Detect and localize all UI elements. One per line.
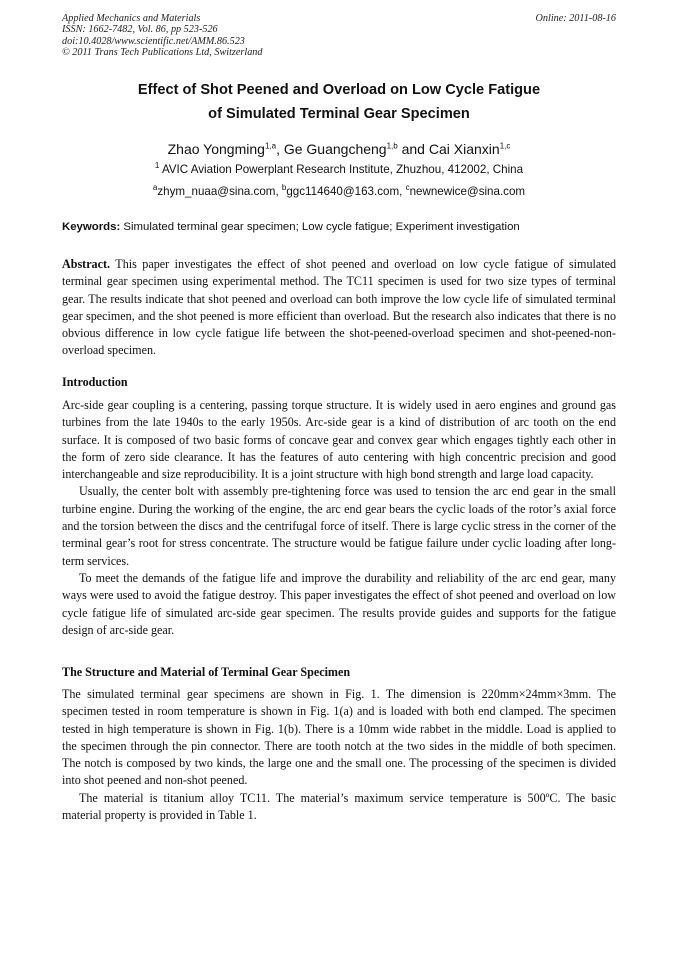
paragraph: Usually, the center bolt with assembly pre-tightening force was used to tension the arc end gear in the small turbine engine. During the working of the engine, the arc end gear bears the cyclic loads of the rotor’s axial force and the torsion between the discs and the centrifugal force of itself. There is large cyclic stress in the corner of the terminal gear’s root for stress concentrate. The structure would be fatigue failure under cyclic loading after long-term services. (62, 484, 616, 568)
paragraph: To meet the demands of the fatigue life and improve the durability and reliability of the arc end gear, many ways were used to avoid the fatigue destroy. This paper investigates the effect of shot peened and overload on low cycle fatigue life of simulated arc-side gear specimen. The results provide guides and supports for the fatigue design of arc-side gear. (62, 570, 616, 637)
author-superscript: 1,a (264, 141, 277, 151)
journal-copyright: © 2011 Trans Tech Publications Ltd, Switzerland (62, 47, 263, 59)
affiliation-superscript: 1 (154, 161, 160, 171)
author-name: Ge Guangcheng (283, 141, 387, 157)
email-address: zhym_nuaa@sina.com, (157, 185, 282, 198)
abstract (62, 256, 616, 360)
paragraph: Arc-side gear coupling is a centering, passing torque structure. It is widely used in aero engines and ground gas turbines from the late 1940s to the early 1950s. Arc-side gear is a kind of distribution of arc tooth on the end surface. It is composed of two basic forms of concave gear and convex gear which engages tightly each other in the form of zero side clearance. It has the features of auto centering with high concentric precision and good interchangeable and size reproducibility. It is a joint structure with high bond strength and large load capacity. (62, 398, 616, 482)
author-separator: , (276, 141, 284, 157)
paper-title-line2: of Simulated Terminal Gear Specimen (208, 106, 470, 122)
online-date: Online: 2011-08-16 (535, 13, 616, 24)
author-superscript: 1,c (499, 141, 511, 151)
introduction-body (62, 397, 616, 639)
keywords-label: Keywords: (62, 221, 121, 233)
paragraph: The material is titanium alloy TC11. The material’s maximum service temperature is 500ºC. The basic material property is provided in Table 1. (62, 790, 616, 823)
keywords-text: Simulated terminal gear specimen; Low cycle fatigue; Experiment investigation (120, 221, 520, 233)
email-list (62, 185, 616, 198)
section-heading-introduction: Introduction (62, 375, 128, 389)
journal-issn: ISSN: 1662-7482, Vol. 86, pp 523-526 (62, 24, 218, 36)
email-address: newnewice@sina.com (409, 185, 526, 198)
section-heading-structure: The Structure and Material of Terminal Gear Specimen (62, 665, 351, 679)
keywords (62, 221, 618, 233)
email-superscript: c (405, 183, 410, 193)
author-name: Zhao Yongming (167, 141, 265, 157)
affiliation (62, 163, 616, 176)
journal-name: Applied Mechanics and Materials (62, 13, 201, 24)
affiliation-text: AVIC Aviation Powerplant Research Institute, Zhuzhou, 412002, China (159, 163, 524, 176)
journal-header (62, 13, 616, 59)
author-name: Cai Xianxin (428, 141, 500, 157)
journal-doi: doi:10.4028/www.scientific.net/AMM.86.523 (62, 35, 245, 47)
author-separator: and (397, 141, 429, 157)
author-list (62, 141, 616, 157)
email-superscript: a (152, 183, 158, 193)
structure-body (62, 686, 616, 824)
email-superscript: b (281, 183, 287, 193)
paper-title-line1: Effect of Shot Peened and Overload on Low Cycle Fatigue (137, 82, 541, 98)
author-superscript: 1,b (386, 141, 398, 151)
abstract-label: Abstract. (62, 257, 111, 271)
email-address: ggc114640@163.com, (286, 185, 406, 198)
abstract-text: This paper investigates the effect of shot peened and overload on low cycle fatigue of simulated terminal gear specimen using experimental method. The TC11 specimen is used for two size types of terminal gear. The results indicate that shot peened and overload can both improve the low cycle life of simulated terminal gear specimen, and the shot peened is more efficient than overload. But the research also indicates that there is no obvious difference in low cycle fatigue life between the shot-peened-overload specimen and shot-peened-non-overload specimen. (62, 257, 616, 358)
paragraph: The simulated terminal gear specimens are shown in Fig. 1. The dimension is 220mm×24mm×3mm. The specimen tested in room temperature is shown in Fig. 1(a) and is loaded with both end clamped. The specimen tested in high temperature is shown in Fig. 1(b). There is a 10mm wide rabbet in the middle. Load is applied to the specimen through the pin connector. There are tooth notch at the two sides in the middle of both specimen. The notch is composed by two kinds, the large one and the small one. The processing of the specimen is divided into shot peened and non-shot peened. (62, 687, 616, 788)
